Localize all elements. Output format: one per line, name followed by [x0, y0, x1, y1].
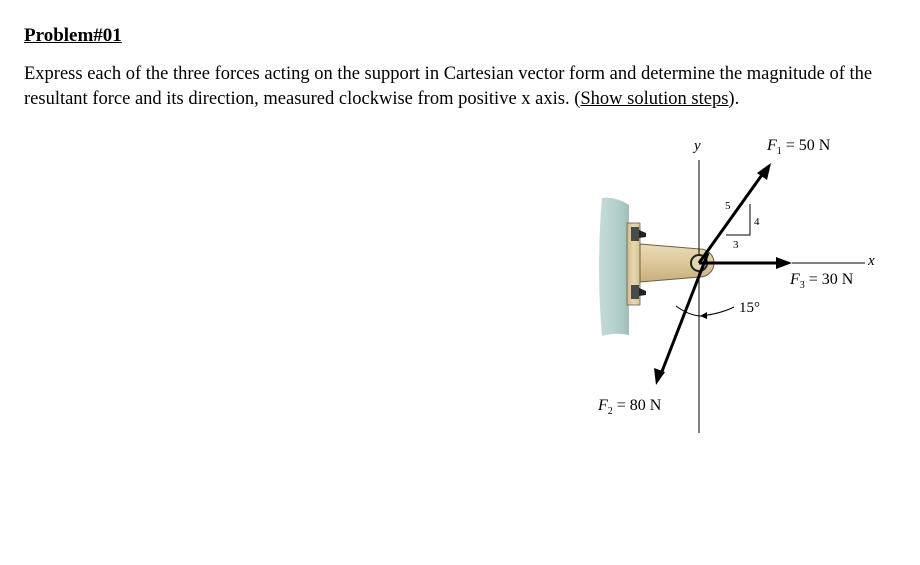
wall	[599, 198, 629, 336]
f2-value: = 80 N	[612, 397, 662, 414]
triangle-label-4: 4	[754, 216, 760, 228]
f1-subscript: 1	[776, 146, 782, 157]
triangle-label-3: 3	[733, 239, 739, 251]
show-solution-link[interactable]: Show solution steps	[580, 89, 729, 109]
statement-text: Express each of the three forces acting on the support in Cartesian vector form and determine the magnitude of the resultant force and its direction, measured clockwise from positive x axis. (	[24, 64, 873, 109]
f3-label	[789, 271, 854, 291]
f3-value: = 30 N	[804, 271, 854, 288]
x-axis-label: x	[868, 253, 875, 269]
problem-heading: Problem#01	[24, 25, 122, 46]
y-axis-label: y	[694, 138, 701, 154]
angle-arrowhead	[700, 312, 707, 319]
bolt-top	[631, 227, 646, 241]
f1-label	[766, 137, 831, 157]
statement-end: ).	[728, 89, 740, 109]
f3-arrowhead	[776, 257, 792, 269]
f2-subscript: 2	[607, 406, 613, 417]
f1-symbol: F	[767, 137, 777, 154]
f2-symbol: F	[598, 397, 608, 414]
angle-label: 15°	[739, 300, 760, 316]
f3-subscript: 3	[799, 280, 805, 291]
f1-value: = 50 N	[781, 137, 831, 154]
f3-symbol: F	[790, 271, 800, 288]
triangle-label-5: 5	[725, 200, 731, 212]
bolt-bottom	[631, 285, 646, 299]
f2-label	[597, 397, 662, 417]
